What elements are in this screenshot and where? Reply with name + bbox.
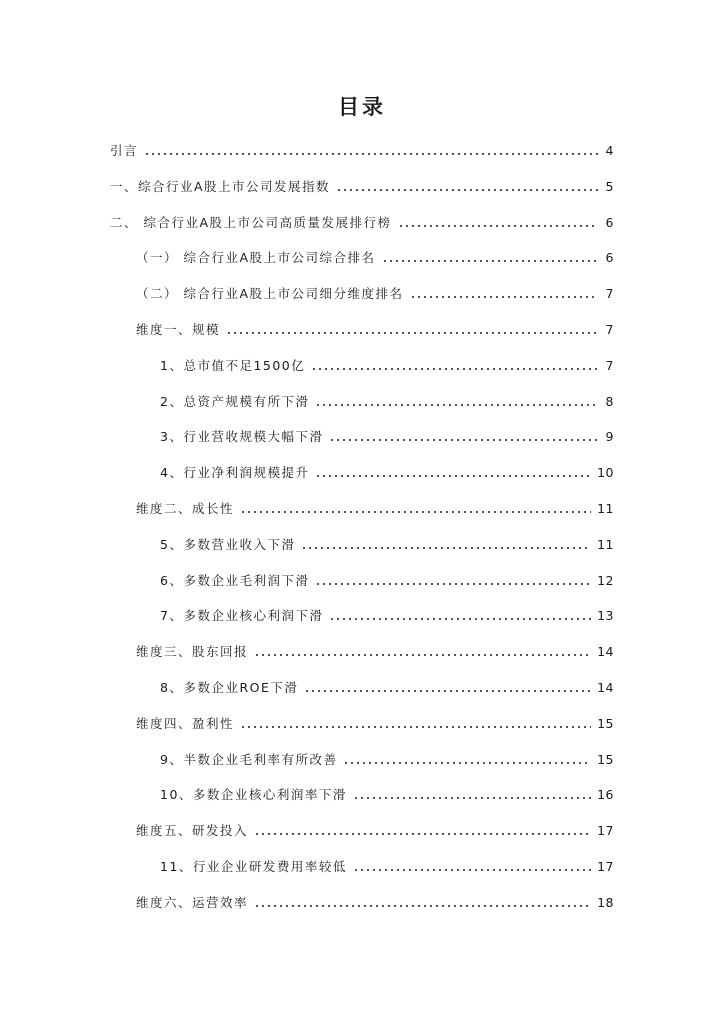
toc-entry-label: 4、行业净利润规模提升 xyxy=(160,465,310,481)
dot-leader xyxy=(329,617,591,621)
toc-entry-page-number: 16 xyxy=(597,787,614,803)
toc-entry-page-number: 7 xyxy=(605,286,614,302)
toc-entry-page-number: 7 xyxy=(605,322,614,337)
toc-entry[interactable] xyxy=(110,138,614,160)
toc-entry[interactable] xyxy=(160,568,614,590)
toc-entry[interactable] xyxy=(136,317,614,339)
toc-entry-label: 9、半数企业毛利率有所改善 xyxy=(160,751,338,767)
toc-entry[interactable] xyxy=(136,890,614,912)
dot-leader xyxy=(315,582,591,586)
toc-entry[interactable] xyxy=(160,532,614,554)
toc-entry[interactable] xyxy=(136,281,614,303)
toc-entry-page-number: 14 xyxy=(597,680,614,695)
dot-leader xyxy=(240,725,591,729)
toc-entry-label: 6、多数企业毛利润下滑 xyxy=(160,572,310,588)
toc-entry-page-number: 8 xyxy=(605,393,614,409)
dot-leader xyxy=(254,904,591,908)
dot-leader xyxy=(329,438,598,442)
page-title: 目录 xyxy=(338,95,386,119)
toc-entry-label: （一） 综合行业A股上市公司综合排名 xyxy=(136,250,376,266)
toc-entry-label: 7、多数企业核心利润下滑 xyxy=(160,608,324,624)
toc-entry-page-number: 6 xyxy=(605,250,614,266)
dot-leader xyxy=(398,224,598,228)
toc-entry-label: 11、行业企业研发费用率较低 xyxy=(160,859,347,874)
toc-entry-page-number: 12 xyxy=(597,572,614,588)
toc-entry-page-number: 5 xyxy=(605,178,614,194)
toc-entry[interactable] xyxy=(110,174,614,196)
dot-leader xyxy=(353,796,591,800)
toc-entry[interactable] xyxy=(160,424,614,446)
dot-leader xyxy=(315,403,598,407)
toc-entry-label: 10、多数企业核心利润率下滑 xyxy=(160,787,347,803)
toc-entry-page-number: 7 xyxy=(605,357,614,373)
dot-leader xyxy=(336,188,598,192)
dot-leader xyxy=(254,832,591,836)
toc-entry-label: 5、多数营业收入下滑 xyxy=(160,536,296,552)
dot-leader xyxy=(301,546,591,550)
toc-entry-label: 维度四、盈利性 xyxy=(136,715,235,731)
toc-entry[interactable] xyxy=(160,389,614,411)
toc-entry-page-number: 11 xyxy=(597,536,614,552)
toc-entry[interactable] xyxy=(160,675,614,697)
toc-entry-label: 二、 综合行业A股上市公司高质量发展排行榜 xyxy=(110,214,392,230)
toc-entry[interactable] xyxy=(160,353,614,375)
toc-entry-label: 3、行业营收规模大幅下滑 xyxy=(160,429,324,445)
toc-entry-page-number: 17 xyxy=(597,823,614,839)
toc-entry[interactable] xyxy=(160,747,614,769)
dot-leader xyxy=(304,689,591,693)
toc-entry[interactable] xyxy=(136,496,614,518)
dot-leader xyxy=(254,653,591,657)
toc-entry-label: 维度二、成长性 xyxy=(136,501,235,516)
toc-entry-page-number: 18 xyxy=(597,894,614,910)
toc-entry-page-number: 14 xyxy=(597,644,614,660)
toc-entry[interactable] xyxy=(136,639,614,661)
toc-entry-label: （二） 综合行业A股上市公司细分维度排名 xyxy=(136,286,404,302)
toc-entry-label: 2、总资产规模有所下滑 xyxy=(160,393,310,409)
dot-leader xyxy=(226,331,598,335)
dot-leader xyxy=(382,259,598,263)
dot-leader xyxy=(311,367,598,371)
toc-entry-page-number: 10 xyxy=(597,465,614,481)
toc-entry-page-number: 9 xyxy=(605,429,614,445)
toc-entry-label: 1、总市值不足1500亿 xyxy=(160,357,306,373)
toc-entry-page-number: 17 xyxy=(597,859,614,874)
toc-entry-page-number: 15 xyxy=(597,751,614,767)
toc-entry[interactable] xyxy=(136,711,614,733)
toc-entry[interactable] xyxy=(160,603,614,625)
toc-entry[interactable] xyxy=(160,460,614,482)
dot-leader xyxy=(144,152,598,156)
toc-entry-label: 维度六、运营效率 xyxy=(136,894,249,910)
dot-leader xyxy=(315,474,591,478)
dot-leader xyxy=(353,868,591,872)
toc-entry-label: 8、多数企业ROE下滑 xyxy=(160,680,299,695)
toc-entry[interactable] xyxy=(160,782,614,804)
toc-entry-label: 维度一、规模 xyxy=(136,322,221,337)
toc-entry-page-number: 13 xyxy=(597,608,614,624)
toc-entry-page-number: 4 xyxy=(605,143,614,158)
toc-entry[interactable] xyxy=(136,818,614,840)
toc-entry-page-number: 6 xyxy=(605,214,614,230)
dot-leader xyxy=(240,510,591,514)
toc-entry-label: 维度五、研发投入 xyxy=(136,823,249,839)
toc-entry-label: 一、综合行业A股上市公司发展指数 xyxy=(110,178,331,194)
dot-leader xyxy=(343,761,591,765)
toc-entry[interactable] xyxy=(160,854,614,876)
toc-entry-label: 引言 xyxy=(110,143,139,158)
toc-entry-label: 维度三、股东回报 xyxy=(136,644,249,660)
toc-entry-page-number: 15 xyxy=(597,715,614,731)
toc-entry[interactable] xyxy=(110,210,614,232)
toc-entry-page-number: 11 xyxy=(597,501,614,516)
toc-entry[interactable] xyxy=(136,245,614,267)
dot-leader xyxy=(410,295,598,299)
